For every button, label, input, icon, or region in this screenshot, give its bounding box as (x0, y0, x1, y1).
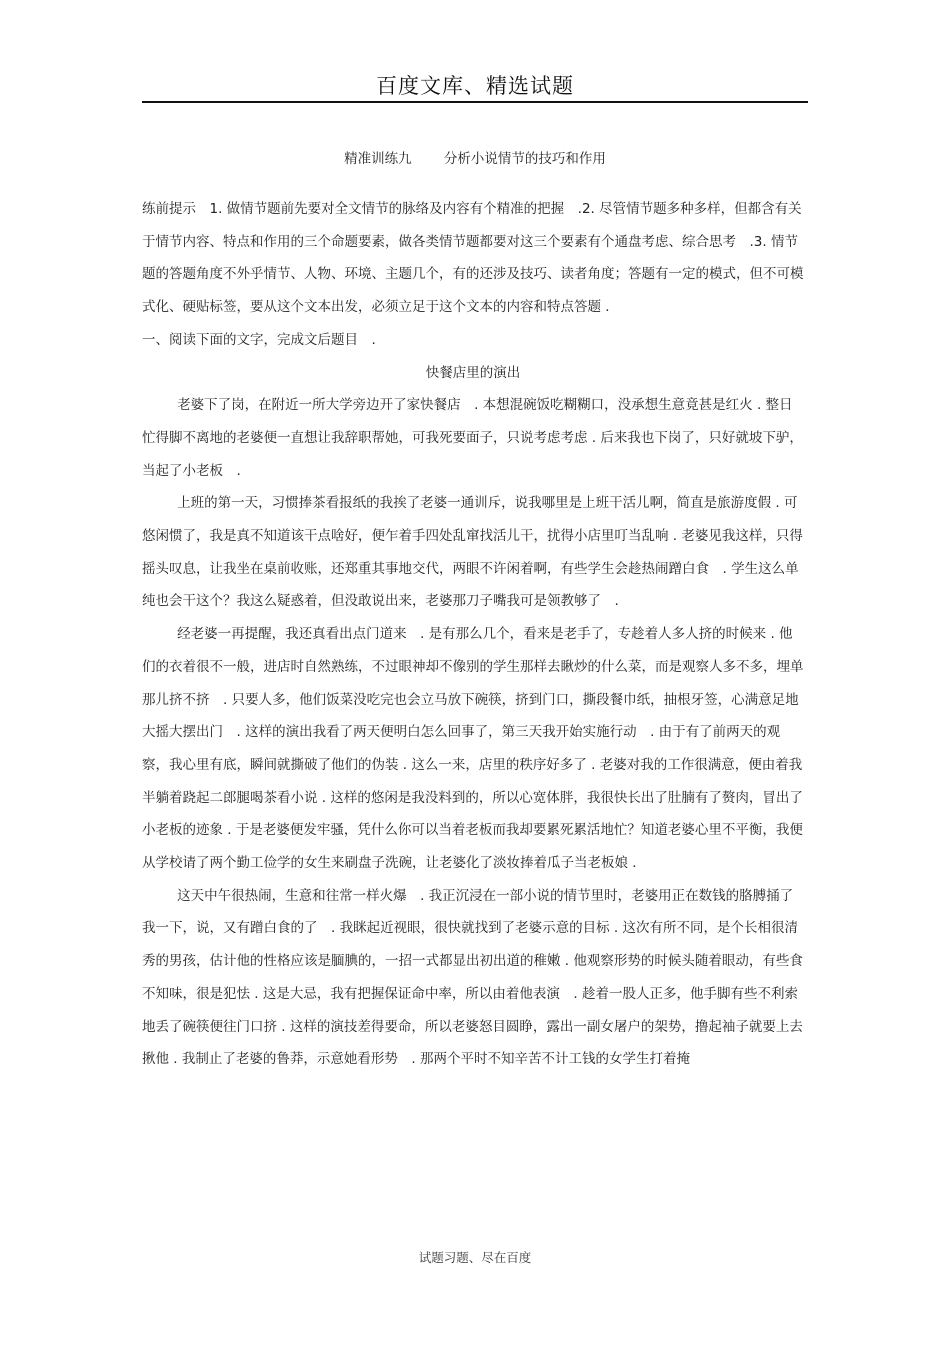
page-header-title: 百度文库、精选试题 (376, 74, 574, 98)
story-paragraph-3: 经老婆一再提醒，我还真看出点门道来 . 是有那么几个，看来是老手了，专趁着人多人挤的时候来 . 他们的衣着很不一般，进店时自然熟练，不过眼神却不像别的学生那样去瞅炒的什么菜，而是观察人多不多，埋单那儿挤不挤 . 只要人多，他们饭菜没吃完也会立马放下碗筷，挤到门口，撕段餐巾纸，抽根牙签，心满意足地大摇大摆出门 . 这样的演出我看了两天便明白怎么回事了，第三天我开始实施行动 . 由于有了前两天的观察，我心里有底，瞬间就撕破了他们的伪装 . 这么一来，店里的秩序好多了 . 老婆对我的工作很满意，便由着我半躺着跷起二郎腿喝茶看小说 . 这样的悠闲是我没料到的，所以心宽体胖，我很快长出了肚腩有了赘肉，冒出了小老板的迹象 . 于是老婆便发牢骚，凭什么你可以当着老板而我却要累死累活地忙？知道老婆心里不平衡，我便从学校请了两个勤工俭学的女生来刷盘子洗碗，让老婆化了淡妆捧着瓜子当老板娘 . (142, 626, 804, 872)
header-divider (142, 101, 808, 103)
document-body (142, 193, 804, 1076)
story-title: 快餐店里的演出 (425, 364, 521, 381)
story-paragraph-2: 上班的第一天，习惯捧茶看报纸的我挨了老婆一通训斥，说我哪里是上班干活儿啊，简直是旅游度假 . 可悠闲惯了，我是真不知道该干点啥好，便乍着手四处乱窜找活儿干，扰得小店里叮当乱响 . 老婆见我这样，只得摇头叹息，让我坐在桌前收账，还郑重其事地交代，两眼不许闲着啊，有些学生会趁热闹蹭白食 . 学生这么单纯也会干这个？我这么疑惑着，但没敢说出来，老婆那刀子嘴我可是领教够了 . (142, 495, 803, 610)
story-paragraph-4: 这天中午很热闹，生意和往常一样火爆 . 我正沉浸在一部小说的情节里时，老婆用正在数钱的胳膊捅了我一下，说，又有蹭白食的了 . 我眯起近视眼，很快就找到了老婆示意的目标 . 这次有所不同，是个长相很清秀的男孩，估计他的性格应该是腼腆的，一招一式都显出初出道的稚嫩 . 他观察形势的时候头随着眼动，有些食不知味，很是犯怯 . 这是大忌，我有把握保证命中率，所以由着他表演 . 趁着一股人正多，他手脚有些不利索地丢了碗筷便往门口挤 . 这样的演技差得要命，所以老婆怒目圆睁，露出一副女屠户的架势，撸起袖子就要上去揪他 . 我制止了老婆的鲁莽，示意她看形势 . 那两个平时不知辛苦不计工钱的女学生打着掩 (142, 887, 803, 1068)
lesson-title: 精准训练九 分析小说情节的技巧和作用 (344, 151, 606, 167)
story-paragraph-1: 老婆下了岗，在附近一所大学旁边开了家快餐店 . 本想混碗饭吃糊糊口，没承想生意竟甚是红火 . 整日忙得脚不离地的老婆便一直想让我辞职帮她，可我死要面子，只说考虑考虑 . 后来我也下岗了，只好就坡下驴，当起了小老板 . (142, 397, 803, 479)
pre-practice-tips: 练前提示 1. 做情节题前先要对全文情节的脉络及内容有个精准的把握 .2. 尽管情节题多种多样，但都含有关于情节内容、特点和作用的三个命题要素，做各类情节题都要对这三个要素有个通盘考虑、综合思考 .3. 情节题的答题角度不外乎情节、人物、环境、主题几个，有的还涉及技巧、读者角度；答题有一定的模式，但不可模式化、硬贴标签，要从这个文本出发，必须立足于这个文本的内容和特点答题 . (142, 201, 804, 316)
section-heading: 一、阅读下面的文字，完成文后题目 . (142, 331, 376, 348)
page-footer: 试题习题、尽在百度 (418, 1250, 532, 1265)
